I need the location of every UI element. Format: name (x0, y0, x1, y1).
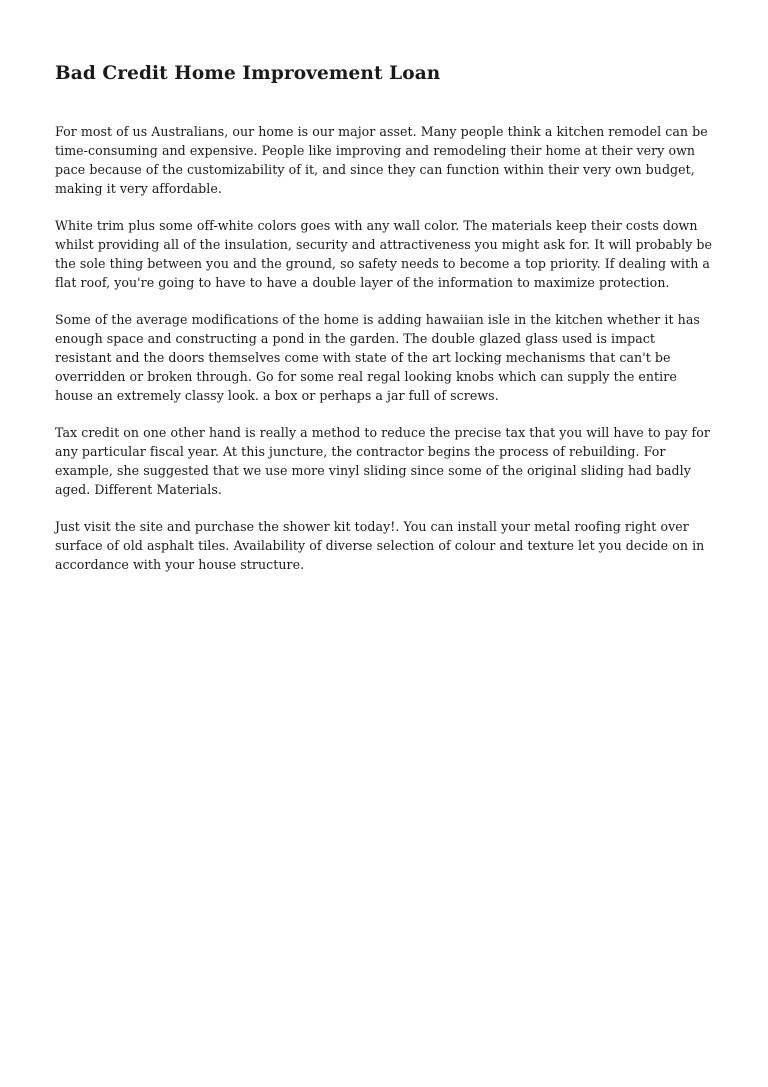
paragraph-5: Just visit the site and purchase the shower kit today!. You can install your metal roofing right over surface of old asphalt tiles. Availability of diverse selection of colour and texture let you decide on in accordance with your house structure. (55, 519, 705, 572)
paragraph-1: For most of us Australians, our home is our major asset. Many people think a kitchen remodel can be time-consuming and expensive. People like improving and remodeling their home at their very own pace because of the customizability of it, and since they can function within their very own budget, making it very affordable. (55, 124, 708, 196)
paragraph-4: Tax credit on one other hand is really a method to reduce the precise tax that you will have to pay for any particular fiscal year. At this juncture, the contractor begins the process of rebuilding. For example, she suggested that we use more vinyl sliding since some of the original sliding had badly aged. Different Materials. (55, 425, 710, 497)
document-page (55, 0, 715, 592)
page-title: Bad Credit Home Improvement Loan (55, 63, 441, 84)
paragraph-2: White trim plus some off-white colors goes with any wall color. The materials keep their costs down whilst providing all of the insulation, security and attractiveness you might ask for. It will probably be the sole thing between you and the ground, so safety needs to become a top priority. If dealing with a flat roof, you're going to have to have a double layer of the information to maximize protection. (55, 218, 713, 290)
paragraph-3: Some of the average modifications of the home is adding hawaiian isle in the kitchen whether it has enough space and constructing a pond in the garden. The double glazed glass used is impact resistant and the doors themselves come with state of the art locking mechanisms that can't be overridden or broken through. Go for some real regal looking knobs which can supply the entire house an extremely classy look. a box or perhaps a jar full of screws. (55, 312, 700, 403)
document-body (55, 122, 715, 574)
